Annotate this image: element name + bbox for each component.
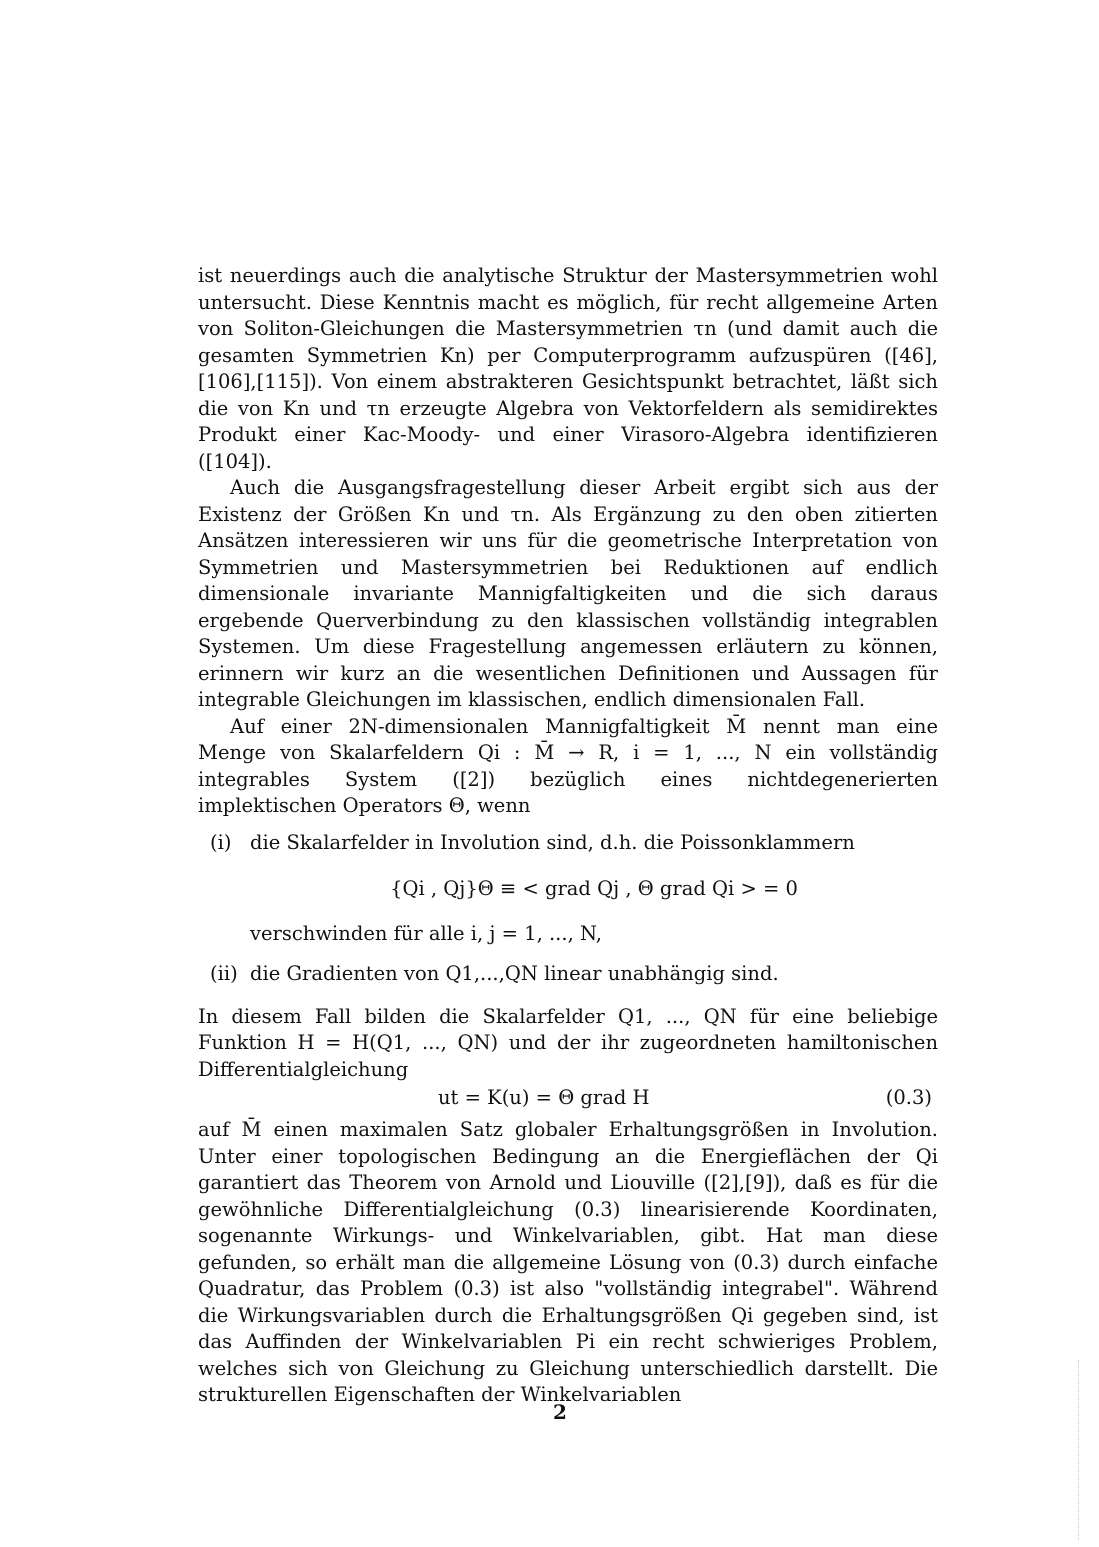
poisson-bracket-formula: {Qi , Qj}Θ ≡ < grad Qj , Θ grad Qi > = 0 xyxy=(390,877,798,900)
paragraph-3: Auf einer 2N-dimensionalen Mannigfaltigkeit M̄ nennt man eine Menge von Skalarfeldern Qi : M̄ → R, i = 1, ..., N ein vollständig integrables System ([2]) bezüglich eines nichtdegenerierten implektischen Operators Θ, wenn xyxy=(198,714,938,817)
list-label-ii: (ii) xyxy=(210,962,238,985)
list-item-i-continuation: verschwinden für alle i, j = 1, ..., N, xyxy=(250,921,602,945)
list-item-i-text: die Skalarfelder in Involution sind, d.h. die Poissonklammern xyxy=(250,830,855,854)
equation-number: (0.3) xyxy=(885,1086,932,1109)
body-text xyxy=(198,263,938,1409)
equation-0-3 xyxy=(198,1085,938,1113)
page-number: 2 xyxy=(553,1400,567,1424)
list-item-ii-text: die Gradienten von Q1,...,QN linear unabhängig sind. xyxy=(250,962,779,985)
equation-body: ut = K(u) = Θ grad H xyxy=(438,1086,650,1109)
scan-edge-artifact xyxy=(1078,1360,1081,1540)
list-label-i: (i) xyxy=(210,830,232,854)
list-item-ii xyxy=(198,961,938,988)
paragraph-1: ist neuerdings auch die analytische Struktur der Mastersymmetrien wohl untersucht. Diese Kenntnis macht es möglich, für recht allgemeine Arten von Soliton-Gleichungen die Mastersymmetrien τn (und damit auch die gesamten Symmetrien Kn) per Computerprogramm aufzuspüren ([46],[106],[115]). Von einem abstrakteren Gesichtspunkt betrachtet, läßt sich die von Kn und τn erzeugte Algebra von Vektorfeldern als semidirektes Produkt einer Kac-Moody- und einer Virasoro-Algebra identifizieren ([104]). xyxy=(198,264,938,473)
paragraph-2: Auch die Ausgangsfragestellung dieser Arbeit ergibt sich aus der Existenz der Größen Kn und τn. Als Ergänzung zu den oben zitierten Ansätzen interessieren wir uns für die geometrische Interpretation von Symmetrien und Mastersymmetrien bei Reduktionen auf endlich dimensionale invariante Mannigfaltigkeiten und die sich daraus ergebende Querverbindung zu den klassischen vollständig integrablen Systemen. Um diese Fragestellung angemessen erläutern zu können, erinnern wir kurz an die wesentlichen Definitionen und Aussagen für integrable Gleichungen im klassischen, endlich dimensionalen Fall. xyxy=(198,476,938,711)
paragraph-5: auf M̄ einen maximalen Satz globaler Erhaltungsgrößen in Involution. Unter einer topologischen Bedingung an die Energieflächen der Qi garantiert das Theorem von Arnold und Liouville ([2],[9]), daß es für die gewöhnliche Differentialgleichung (0.3) linearisierende Koordinaten, sogenannte Wirkungs- und Winkelvariablen, gibt. Hat man diese gefunden, so erhält man die allgemeine Lösung von (0.3) durch einfache Quadratur, das Problem (0.3) ist also "vollständig integrabel". Während die Wirkungsvariablen durch die Erhaltungsgrößen Qi gegeben sind, ist das Auffinden der Winkelvariablen Pi ein recht schwieriges Problem, welches sich von Gleichung zu Gleichung unterschiedlich darstellt. Die strukturellen Eigenschaften der Winkelvariablen xyxy=(198,1118,938,1406)
paragraph-4: In diesem Fall bilden die Skalarfelder Q1, ..., QN für eine beliebige Funktion H = H(Q1, ..., QN) und der ihr zugeordneten hamiltonischen Differentialgleichung xyxy=(198,1004,938,1081)
list-item-i xyxy=(198,830,938,948)
